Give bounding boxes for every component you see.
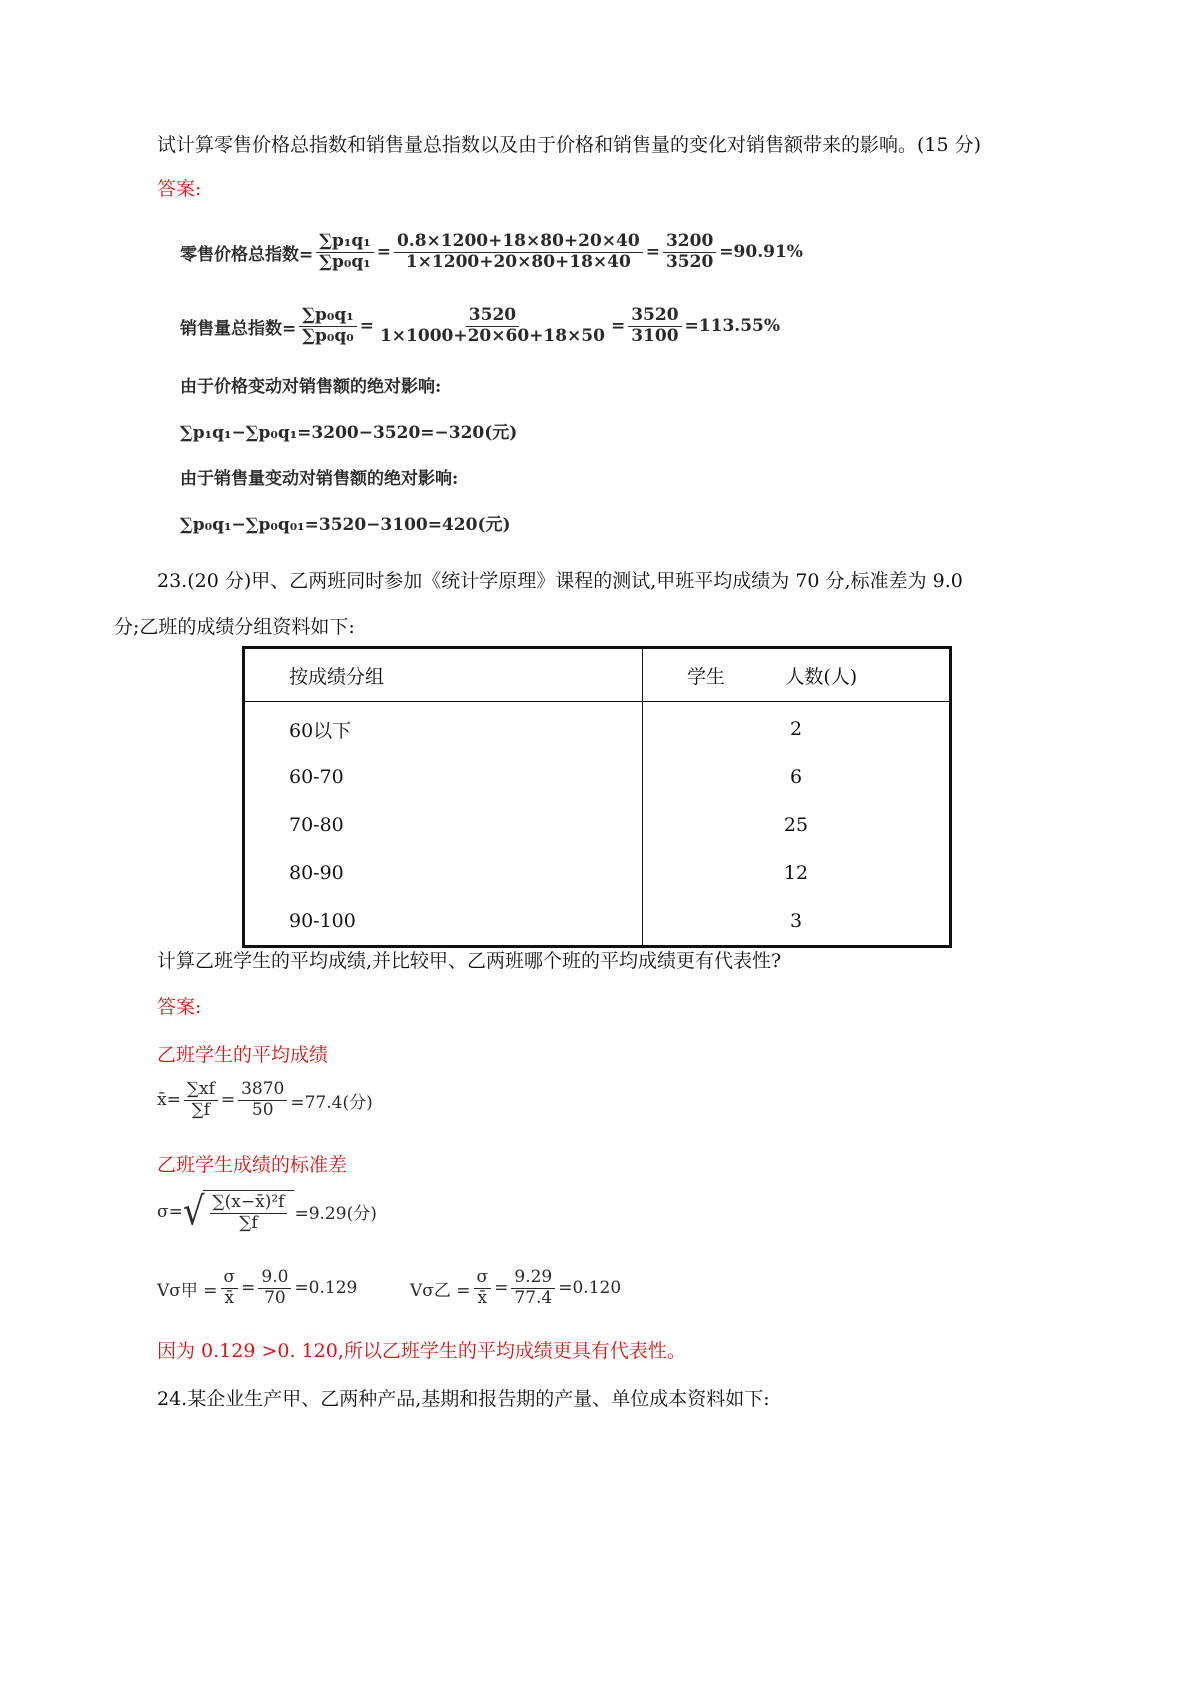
formula-v-jia: [157, 1268, 357, 1308]
equals: =: [241, 1278, 256, 1299]
table-row: [244, 702, 951, 754]
fraction: [258, 1268, 291, 1308]
denominator: ∑p₀q₀: [302, 325, 354, 346]
fraction: [511, 1268, 555, 1308]
q23-prompt-line1: 23.(20 分)甲、乙两班同时参加《统计学原理》课程的测试,甲班平均成绩为 70 分,标准差为 9.0: [157, 570, 963, 592]
table-row: [244, 753, 951, 801]
numerator: 3520: [628, 306, 681, 327]
cell-count: 6: [789, 766, 803, 788]
fraction: [628, 306, 681, 346]
cell-count: 2: [789, 718, 803, 740]
formula-sd: [157, 1190, 377, 1233]
cell-count: 12: [783, 862, 809, 884]
formula-price-index: [180, 232, 803, 272]
q24-prompt: 24.某企业生产甲、乙两种产品,基期和报告期的产量、单位成本资料如下:: [157, 1388, 770, 1410]
numerator: 0.8×1200+18×80+20×40: [394, 232, 643, 253]
formula-result: =113.55%: [684, 316, 781, 337]
denominator: 1×1000+20×60+18×50: [379, 325, 605, 346]
table-row: [244, 849, 951, 897]
denominator: x̄: [224, 1287, 235, 1308]
formula-result: =90.91%: [719, 242, 803, 263]
formula-result: =9.29(分): [294, 1204, 377, 1225]
denominator: 1×1200+20×80+18×40: [405, 251, 631, 272]
equals: =: [359, 316, 374, 337]
denominator: ∑f: [191, 1099, 211, 1120]
formula-mean: [157, 1080, 373, 1120]
formula-lhs: x̄=: [157, 1090, 181, 1111]
q23-conclusion: 因为 0.129 >0. 120,所以乙班学生的平均成绩更具有代表性。: [157, 1340, 686, 1362]
sd-title: 乙班学生成绩的标准差: [157, 1154, 348, 1176]
fraction: [184, 1080, 218, 1120]
fraction: [238, 1080, 287, 1120]
q23-question: 计算乙班学生的平均成绩,并比较甲、乙两班哪个班的平均成绩更有代表性?: [157, 950, 782, 972]
cell-count: 3: [789, 910, 803, 932]
numerator: 3870: [238, 1080, 287, 1101]
price-effect-heading: 由于价格变动对销售额的绝对影响:: [180, 377, 442, 397]
formula-result: =77.4(分): [290, 1092, 373, 1113]
equals: =: [220, 1090, 236, 1111]
cell-group: 90-100: [244, 897, 643, 947]
denominator: 3520: [665, 251, 714, 272]
equals: =: [645, 242, 660, 263]
radical-sign: √: [182, 1188, 205, 1235]
numerator: ∑(x−x̄)²f: [210, 1193, 288, 1214]
equals: =: [610, 316, 626, 337]
formula-lhs: σ=: [157, 1201, 183, 1222]
formula-result: =0.120: [558, 1278, 622, 1299]
numerator: ∑p₀q₁: [299, 306, 356, 327]
col-header-count: 学生 人数(人): [643, 648, 951, 702]
cell-group: 80-90: [244, 849, 643, 897]
fraction: [394, 232, 643, 272]
fraction: [210, 1193, 288, 1233]
fraction: [377, 306, 608, 346]
q22-prompt: 试计算零售价格总指数和销售量总指数以及由于价格和销售量的变化对销售额带来的影响。(15 分): [157, 134, 982, 156]
cell-group: 60以下: [244, 702, 643, 754]
denominator: 77.4: [514, 1287, 553, 1308]
cell-count: 25: [783, 814, 809, 836]
fraction: [474, 1268, 492, 1308]
table-header-row: [244, 648, 951, 702]
fraction: [221, 1268, 239, 1308]
formula-label: 零售价格总指数=: [180, 244, 314, 265]
equals: =: [376, 242, 391, 263]
denominator: ∑f: [239, 1212, 258, 1233]
formula-v-yi: [410, 1268, 621, 1308]
denominator: 3100: [631, 325, 679, 346]
formula-lhs: Vσ甲 =: [157, 1280, 218, 1301]
numerator: σ: [474, 1268, 492, 1289]
fraction: [316, 232, 373, 272]
numerator: 3200: [663, 232, 716, 253]
q23-prompt-line2: 分;乙班的成绩分组资料如下:: [114, 616, 355, 638]
q22-answer-label: 答案:: [157, 178, 202, 200]
score-group-table: [242, 646, 952, 948]
cell-group: 70-80: [244, 801, 643, 849]
numerator: 3520: [466, 306, 519, 327]
formula-result: =0.129: [294, 1278, 358, 1299]
price-effect-formula: ∑p₁q₁−∑p₀q₁=3200−3520=−320(元): [180, 423, 518, 443]
numerator: ∑xf: [184, 1080, 218, 1101]
mean-title: 乙班学生的平均成绩: [157, 1044, 329, 1066]
table-row: [244, 897, 951, 947]
radicand: [203, 1190, 295, 1233]
formula-lhs: Vσ乙 =: [410, 1280, 471, 1301]
cell-group: 60-70: [244, 753, 643, 801]
col-header-group: 按成绩分组: [244, 648, 643, 702]
denominator: 70: [264, 1287, 286, 1308]
quantity-effect-formula: ∑p₀q₁−∑p₀q₀₁=3520−3100=420(元): [180, 515, 511, 535]
denominator: ∑p₀q₁: [319, 251, 371, 272]
denominator: x̄: [477, 1287, 488, 1308]
table-row: [244, 801, 951, 849]
quantity-effect-heading: 由于销售量变动对销售额的绝对影响:: [180, 469, 459, 489]
numerator: σ: [221, 1268, 239, 1289]
denominator: 50: [251, 1099, 274, 1120]
formula-label: 销售量总指数=: [180, 318, 297, 339]
equals: =: [494, 1278, 509, 1299]
sqrt: [183, 1190, 295, 1233]
fraction: [299, 306, 356, 346]
numerator: 9.29: [511, 1268, 555, 1289]
numerator: ∑p₁q₁: [316, 232, 373, 253]
numerator: 9.0: [258, 1268, 291, 1289]
q23-answer-label: 答案:: [157, 996, 202, 1018]
formula-quantity-index: [180, 306, 780, 346]
fraction: [663, 232, 716, 272]
